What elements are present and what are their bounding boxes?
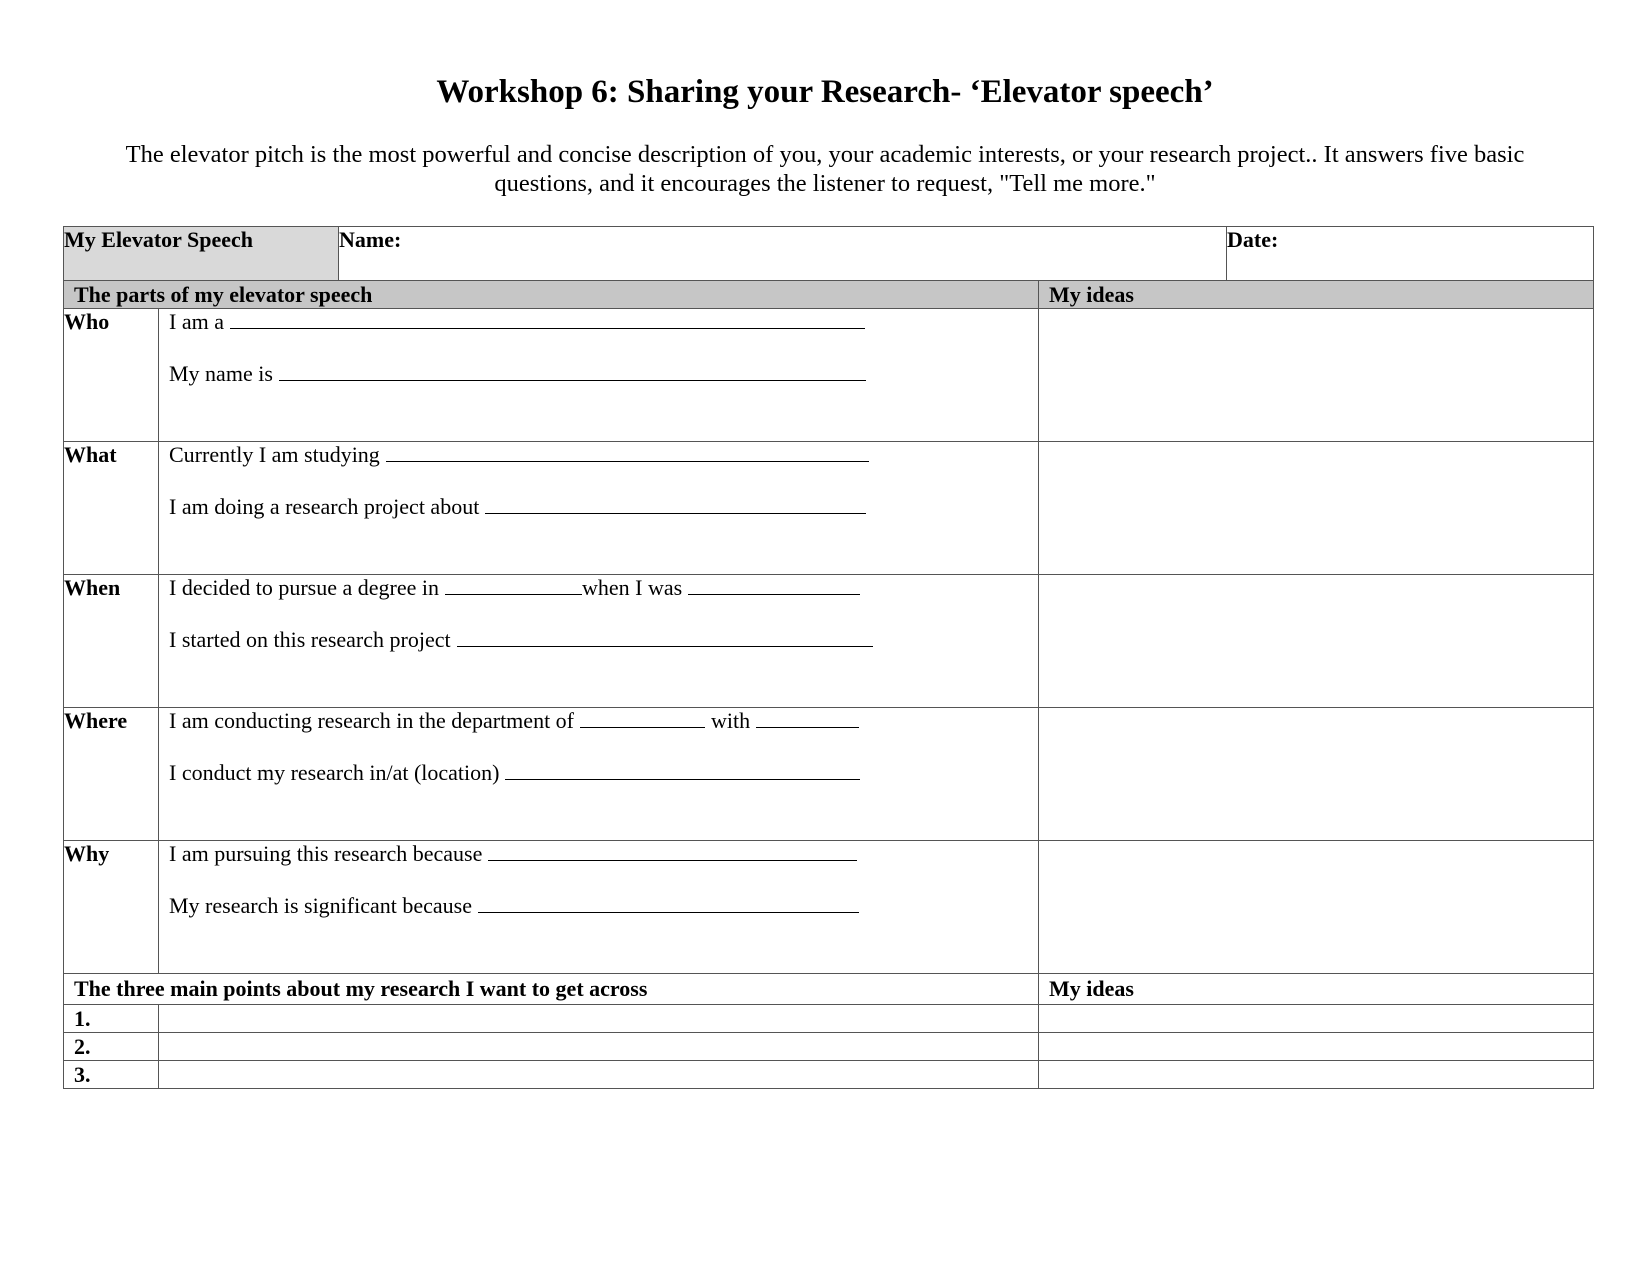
point-number: 1. xyxy=(64,1005,159,1033)
section-prompts xyxy=(159,575,1039,708)
section-label: Who xyxy=(64,309,159,442)
section-prompts xyxy=(159,442,1039,575)
prompt-text: with xyxy=(711,708,751,733)
elevator-speech-form xyxy=(63,226,1594,1089)
prompt-text: I started on this research project xyxy=(169,627,451,652)
point-row xyxy=(64,1005,1594,1033)
date-label: Date: xyxy=(1227,227,1279,252)
section-prompts xyxy=(159,309,1039,442)
ideas-cell[interactable] xyxy=(1039,708,1594,841)
name-label: Name: xyxy=(339,227,402,252)
point-number: 3. xyxy=(64,1061,159,1089)
ideas-cell[interactable] xyxy=(1039,575,1594,708)
prompt-text: My research is significant because xyxy=(169,893,472,918)
name-field[interactable] xyxy=(339,227,1227,281)
intro-paragraph: The elevator pitch is the most powerful and concise description of you, your academic interests, or your research project.. It answers five basic questions, and it encourages the listener to request, "Tell me more." xyxy=(125,141,1525,197)
parts-header: The parts of my elevator speech xyxy=(64,281,1039,309)
prompt-text: My name is xyxy=(169,361,273,386)
point-number: 2. xyxy=(64,1033,159,1061)
point-row xyxy=(64,1033,1594,1061)
prompt-text: when I was xyxy=(582,575,683,600)
prompt-text: I am pursuing this research because xyxy=(169,841,483,866)
fill-in-blank[interactable] xyxy=(230,309,865,329)
ideas-cell[interactable] xyxy=(1039,309,1594,442)
section-row-what xyxy=(64,442,1594,575)
fill-in-blank[interactable] xyxy=(505,760,860,780)
prompt-text: I conduct my research in/at (location) xyxy=(169,760,500,785)
prompt-text: I decided to pursue a degree in xyxy=(169,575,439,600)
elevator-speech-label: My Elevator Speech xyxy=(64,227,339,281)
section-label: Where xyxy=(64,708,159,841)
fill-in-blank[interactable] xyxy=(688,575,860,595)
prompt-text: Currently I am studying xyxy=(169,442,380,467)
section-row-who xyxy=(64,309,1594,442)
point-cell[interactable] xyxy=(159,1033,1039,1061)
date-field[interactable] xyxy=(1227,227,1594,281)
section-row-why xyxy=(64,841,1594,974)
point-cell[interactable] xyxy=(159,1061,1039,1089)
point-ideas-cell[interactable] xyxy=(1039,1061,1594,1089)
section-prompts xyxy=(159,841,1039,974)
fill-in-blank[interactable] xyxy=(756,708,859,728)
section-label: What xyxy=(64,442,159,575)
point-ideas-cell[interactable] xyxy=(1039,1033,1594,1061)
section-row-when xyxy=(64,575,1594,708)
prompt-text: I am conducting research in the department of xyxy=(169,708,575,733)
fill-in-blank[interactable] xyxy=(386,442,869,462)
fill-in-blank[interactable] xyxy=(457,627,873,647)
section-label: Why xyxy=(64,841,159,974)
section-label: When xyxy=(64,575,159,708)
fill-in-blank[interactable] xyxy=(580,708,705,728)
prompt-text: I am doing a research project about xyxy=(169,494,480,519)
fill-in-blank[interactable] xyxy=(485,494,866,514)
fill-in-blank[interactable] xyxy=(445,575,582,595)
point-row xyxy=(64,1061,1594,1089)
page-title: Workshop 6: Sharing your Research- ‘Elevator speech’ xyxy=(436,74,1214,110)
section-prompts xyxy=(159,708,1039,841)
prompt-text: I am a xyxy=(169,309,224,334)
fill-in-blank[interactable] xyxy=(279,361,866,381)
points-header: The three main points about my research I want to get across xyxy=(64,974,1039,1005)
fill-in-blank[interactable] xyxy=(488,841,857,861)
point-cell[interactable] xyxy=(159,1005,1039,1033)
ideas-cell[interactable] xyxy=(1039,841,1594,974)
point-ideas-cell[interactable] xyxy=(1039,1005,1594,1033)
fill-in-blank[interactable] xyxy=(478,893,859,913)
ideas-cell[interactable] xyxy=(1039,442,1594,575)
points-ideas-header: My ideas xyxy=(1039,974,1594,1005)
section-row-where xyxy=(64,708,1594,841)
parts-ideas-header: My ideas xyxy=(1039,281,1594,309)
